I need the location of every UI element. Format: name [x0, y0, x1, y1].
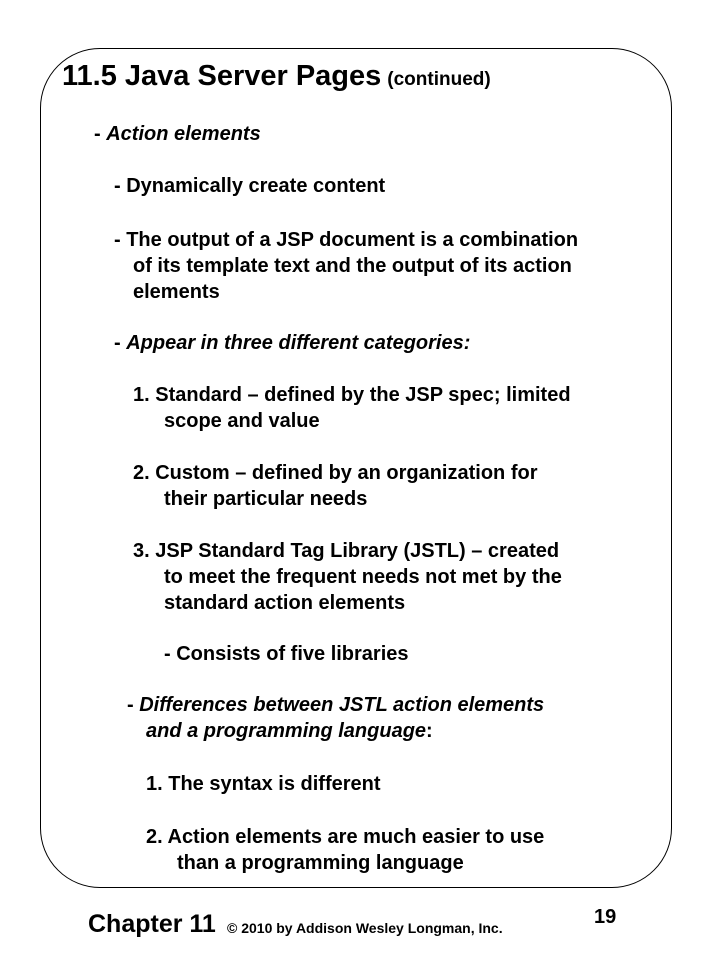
item-standard-line-1: 1. Standard – defined by the JSP spec; limited [133, 384, 571, 406]
bullet-dash: - [127, 694, 140, 716]
item-easier-line-2: than a programming language [177, 852, 464, 874]
bullet-differences-line-1 [127, 692, 544, 718]
bullet-output-line-2: of its template text and the output of its action [133, 255, 572, 277]
title-suffix: (continued) [387, 69, 491, 90]
bullet-differences-line-2 [146, 718, 433, 744]
footer-chapter: Chapter 11 [88, 910, 216, 938]
slide-title [62, 60, 491, 93]
footer-copyright: © 2010 by Addison Wesley Longman, Inc. [227, 920, 503, 936]
item-custom-line-1: 2. Custom – defined by an organization for [133, 462, 538, 484]
bullet-colon: : [426, 720, 433, 742]
item-standard-line-2: scope and value [164, 410, 320, 432]
bullet-dynamically-create: - Dynamically create content [114, 175, 386, 197]
page-number: 19 [594, 906, 617, 928]
bullet-output-line-1: - The output of a JSP document is a combination [114, 229, 579, 251]
item-syntax: 1. The syntax is different [146, 773, 381, 795]
bullet-output-line-3: elements [133, 281, 220, 303]
item-jstl-libraries: - Consists of five libraries [164, 643, 409, 665]
item-custom-line-2: their particular needs [164, 488, 368, 510]
item-jstl-line-1: 3. JSP Standard Tag Library (JSTL) – created [133, 540, 560, 562]
bullet-text: Action elements [106, 123, 261, 145]
bullet-action-elements [94, 121, 261, 147]
item-jstl-line-3: standard action elements [164, 592, 406, 614]
bullet-text: and a programming language [146, 720, 427, 742]
title-main: 11.5 Java Server Pages [62, 60, 382, 92]
bullet-categories [114, 330, 470, 356]
bullet-text: Appear in three different categories: [126, 332, 471, 354]
item-jstl-line-2: to meet the frequent needs not met by the [164, 566, 562, 588]
item-easier-line-1: 2. Action elements are much easier to use [146, 826, 545, 848]
bullet-text: Differences between JSTL action elements [139, 694, 545, 716]
bullet-dash: - [94, 123, 107, 145]
bullet-dash: - [114, 332, 127, 354]
